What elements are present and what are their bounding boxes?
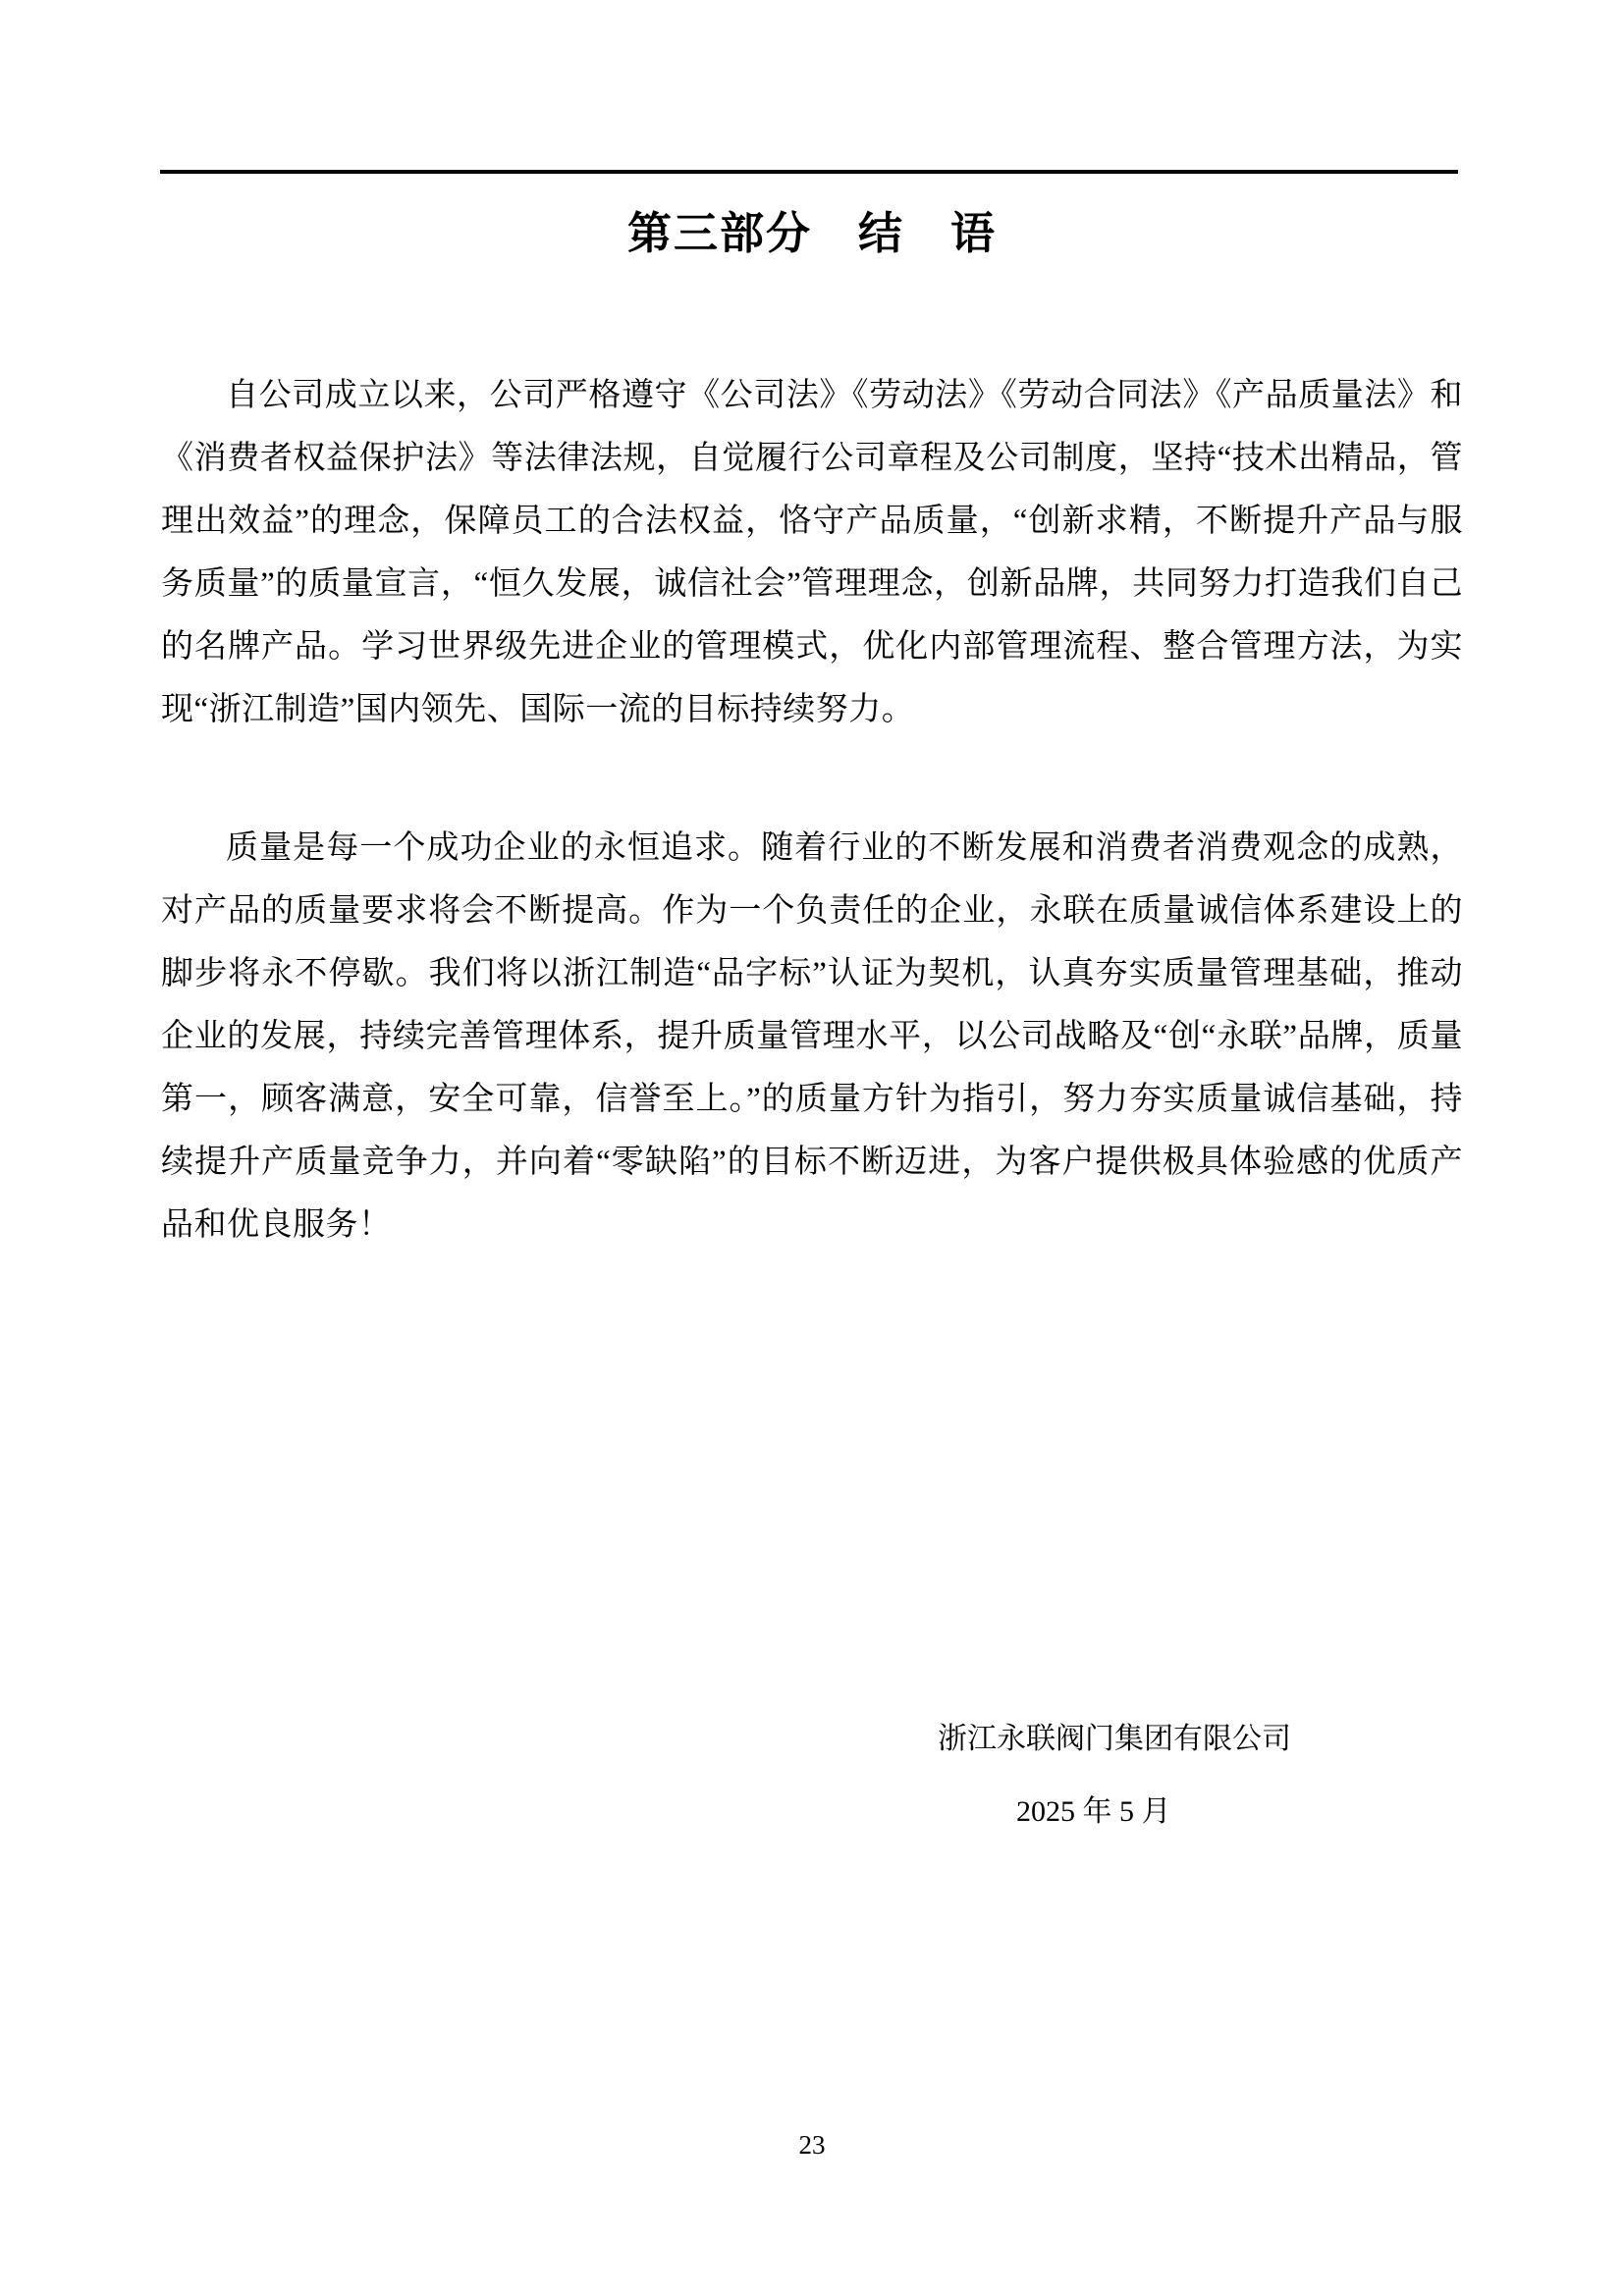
page-number: 23 (798, 2130, 826, 2160)
header-divider-line (160, 170, 1458, 174)
paragraph-quality-pursuit: 质量是每一个成功企业的永恒追求。随着行业的不断发展和消费者消费观念的成熟，对产品的质量要求将会不断提高。作为一个负责任的企业，永联在质量诚信体系建设上的脚步将永不停歇。我们将以浙江制造“品字标”认证为契机，认真夯实质量管理基础，推动企业的发展，持续完善管理体系，提升质量管理水平，以公司战略及“创“永联”品牌，质量第一，顾客满意，安全可靠，信誉至上。”的质量方针为指引，努力夯实质量诚信基础，持续提升产质量竞争力，并向着“零缺陷”的目标不断迈进，为客户提供极具体验感的优质产品和优良服务！ (161, 830, 1463, 1243)
signature-company-name: 浙江永联阀门集团有限公司 (938, 1723, 1291, 1755)
paragraph-legal-compliance: 自公司成立以来，公司严格遵守《公司法》《劳动法》《劳动合同法》《产品质量法》和《消费者权益保护法》等法律法规，自觉履行公司章程及公司制度，坚持“技术出精品，管理出效益”的理念，保障员工的合法权益，恪守产品质量，“创新求精，不断提升产品与服务质量”的质量宣言，“恒久发展，诚信社会”管理理念，创新品牌，共同努力打造我们自己的名牌产品。学习世界级先进企业的管理模式，优化内部管理流程、整合管理方法，为实现“浙江制造”国内领先、国际一流的目标持续努力。 (161, 378, 1463, 727)
signature-date: 2025 年 5 月 (1016, 1795, 1171, 1828)
section-title: 第三部分 结 语 (626, 208, 997, 258)
